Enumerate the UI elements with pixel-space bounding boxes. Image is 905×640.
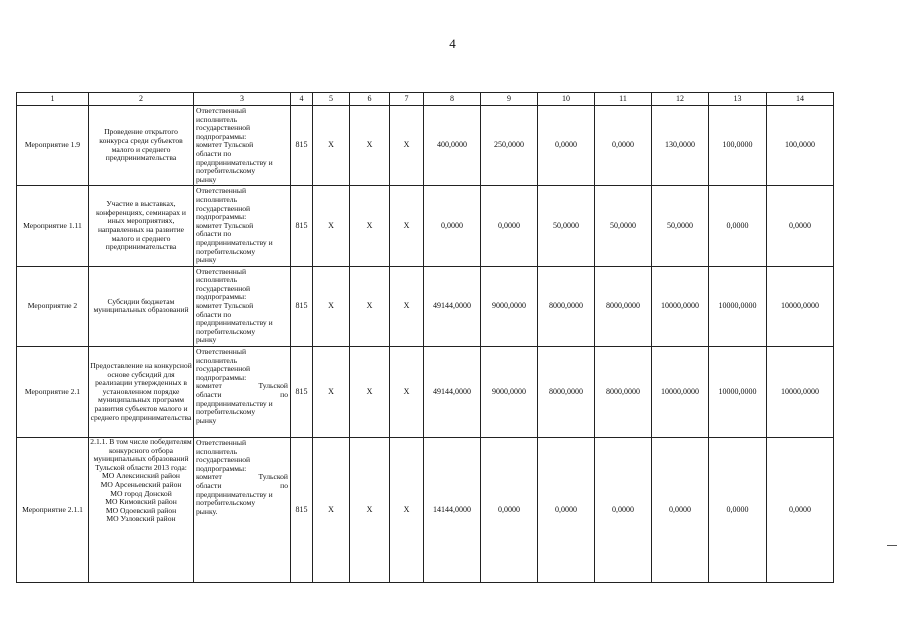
- executor-line: подпрограммы:: [196, 292, 247, 302]
- col5-mark: X: [313, 266, 350, 346]
- value-col10: 8000,0000: [538, 347, 595, 438]
- value-col8: 14144,0000: [424, 438, 481, 583]
- executor-line: предпринимательству и: [196, 318, 273, 328]
- executor-cell: [194, 106, 291, 186]
- executor-line: рынку: [196, 415, 217, 425]
- district-item: МО Узловский район: [106, 514, 176, 524]
- col7-mark: X: [390, 186, 424, 266]
- executor-line: Ответственный: [196, 347, 247, 357]
- value-col12: 10000,0000: [652, 347, 709, 438]
- value-col10: 50,0000: [538, 186, 595, 266]
- event-id: Мероприятие 2: [17, 266, 89, 346]
- executor-line: области по: [196, 229, 232, 239]
- table-row: [17, 106, 834, 186]
- executor-cell: [194, 347, 291, 438]
- event-id: Мероприятие 2.1: [17, 347, 89, 438]
- col5-mark: X: [313, 347, 350, 438]
- value-col13: 100,0000: [709, 106, 767, 186]
- executor-cell: [194, 266, 291, 346]
- value-col14: 10000,0000: [767, 266, 834, 346]
- executor-cell: [194, 438, 291, 583]
- event-name: Участие в выставках, конференциях, семинарах и иных мероприятиях, направленных на развитие малого и среднего предпринимательства: [89, 186, 194, 266]
- event-id: Мероприятие 1.11: [17, 186, 89, 266]
- header-cell: 9: [481, 93, 538, 106]
- value-col11: 0,0000: [595, 106, 652, 186]
- header-row: [17, 93, 834, 106]
- col5-mark: X: [313, 106, 350, 186]
- executor-line: Ответственный: [196, 186, 247, 196]
- header-cell: 6: [350, 93, 390, 106]
- executor-line: государственной: [196, 364, 251, 374]
- value-col11: 8000,0000: [595, 347, 652, 438]
- executor-line: потребительскому: [196, 166, 256, 176]
- value-col13: 0,0000: [709, 438, 767, 583]
- executor-line: Ответственный: [196, 438, 247, 448]
- executor-line: рынку: [196, 174, 217, 184]
- executor-cell: [194, 186, 291, 266]
- value-col14: 10000,0000: [767, 347, 834, 438]
- executor-line: области по: [196, 390, 288, 399]
- value-col13: 10000,0000: [709, 266, 767, 346]
- header-cell: 1: [17, 93, 89, 106]
- executor-line: государственной: [196, 283, 251, 293]
- executor-line: подпрограммы:: [196, 372, 247, 382]
- executor-line: рынку: [196, 335, 217, 345]
- executor-line: Ответственный: [196, 106, 247, 115]
- event-name: Субсидии бюджетам муниципальных образований: [89, 266, 194, 346]
- executor-line: предпринимательству и: [196, 398, 273, 408]
- value-col9: 0,0000: [481, 186, 538, 266]
- header-cell: 11: [595, 93, 652, 106]
- value-col8: 0,0000: [424, 186, 481, 266]
- executor-line: государственной: [196, 455, 251, 465]
- executor-line: государственной: [196, 203, 251, 213]
- value-col13: 0,0000: [709, 186, 767, 266]
- event-name-cell: [89, 438, 194, 583]
- value-col12: 130,0000: [652, 106, 709, 186]
- event-name: Предоставление на конкурсной основе субсидий для реализации утвержденных в установленном порядке муниципальных программ развития субъектов малого и среднего предпринимательства: [89, 347, 194, 438]
- budget-code: 815: [291, 186, 313, 266]
- executor-line: комитет Тульской: [196, 381, 288, 391]
- executor-line: исполнитель: [196, 275, 238, 285]
- executor-line: подпрограммы:: [196, 463, 247, 473]
- event-name: Проведение открытого конкурса среди субъектов малого и среднего предпринимательства: [89, 106, 194, 186]
- budget-code: 815: [291, 106, 313, 186]
- value-col11: 50,0000: [595, 186, 652, 266]
- executor-line: государственной: [196, 123, 251, 133]
- executor-line: подпрограммы:: [196, 131, 247, 141]
- program-table: [16, 92, 834, 583]
- value-col12: 0,0000: [652, 438, 709, 583]
- district-item: МО Алексинский район: [102, 471, 180, 481]
- budget-code: 815: [291, 347, 313, 438]
- header-cell: 3: [194, 93, 291, 106]
- table-row: [17, 266, 834, 346]
- executor-line: комитет Тульской: [196, 220, 254, 230]
- col7-mark: X: [390, 347, 424, 438]
- executor-line: комитет Тульской: [196, 472, 288, 482]
- executor-line: области по: [196, 481, 288, 490]
- table-row: [17, 186, 834, 266]
- district-item: МО город Донской: [110, 488, 172, 498]
- header-cell: 12: [652, 93, 709, 106]
- event-id: Мероприятие 2.1.1: [17, 438, 89, 583]
- col7-mark: X: [390, 266, 424, 346]
- executor-line: исполнитель: [196, 446, 238, 456]
- col5-mark: X: [313, 186, 350, 266]
- executor-line: области по: [196, 309, 232, 319]
- header-cell: 14: [767, 93, 834, 106]
- header-cell: 5: [313, 93, 350, 106]
- value-col10: 0,0000: [538, 106, 595, 186]
- value-col13: 10000,0000: [709, 347, 767, 438]
- scan-edge-mark: [887, 545, 897, 546]
- executor-line: потребительскому: [196, 246, 256, 256]
- value-col14: 0,0000: [767, 186, 834, 266]
- executor-line: исполнитель: [196, 355, 238, 365]
- value-col8: 400,0000: [424, 106, 481, 186]
- col6-mark: X: [350, 106, 390, 186]
- col6-mark: X: [350, 347, 390, 438]
- value-col12: 50,0000: [652, 186, 709, 266]
- executor-line: потребительскому: [196, 407, 256, 417]
- executor-line: предпринимательству и: [196, 489, 273, 499]
- header-cell: 4: [291, 93, 313, 106]
- value-col9: 9000,0000: [481, 347, 538, 438]
- value-col10: 0,0000: [538, 438, 595, 583]
- page-number: 4: [449, 36, 456, 51]
- executor-line: рынку.: [196, 506, 218, 516]
- value-col9: 250,0000: [481, 106, 538, 186]
- executor-line: предпринимательству и: [196, 157, 273, 167]
- value-col9: 0,0000: [481, 438, 538, 583]
- executor-line: рынку: [196, 255, 217, 265]
- executor-line: подпрограммы:: [196, 212, 247, 222]
- executor-line: потребительскому: [196, 326, 256, 336]
- value-col12: 10000,0000: [652, 266, 709, 346]
- executor-line: комитет Тульской: [196, 140, 254, 150]
- event-id: Мероприятие 1.9: [17, 106, 89, 186]
- district-item: МО Одоевский район: [105, 505, 177, 515]
- value-col8: 49144,0000: [424, 347, 481, 438]
- value-col11: 0,0000: [595, 438, 652, 583]
- col7-mark: X: [390, 438, 424, 583]
- executor-line: исполнитель: [196, 194, 238, 204]
- table-row: [17, 438, 834, 583]
- header-cell: 10: [538, 93, 595, 106]
- budget-code: 815: [291, 438, 313, 583]
- event-name: 2.1.1. В том числе победителям конкурсного отбора муниципальных образований Тульской области 2013 года:: [90, 437, 192, 472]
- executor-line: комитет Тульской: [196, 301, 254, 311]
- header-cell: 7: [390, 93, 424, 106]
- executor-line: исполнитель: [196, 114, 238, 124]
- table-row: [17, 347, 834, 438]
- district-item: МО Кимовский район: [105, 497, 177, 507]
- header-cell: 13: [709, 93, 767, 106]
- executor-line: предпринимательству и: [196, 237, 273, 247]
- col6-mark: X: [350, 438, 390, 583]
- executor-line: области по: [196, 148, 232, 158]
- value-col8: 49144,0000: [424, 266, 481, 346]
- executor-line: потребительскому: [196, 498, 256, 508]
- col5-mark: X: [313, 438, 350, 583]
- executor-line: Ответственный: [196, 266, 247, 276]
- header-cell: 2: [89, 93, 194, 106]
- district-item: МО Арсеньевский район: [100, 480, 182, 489]
- value-col14: 0,0000: [767, 438, 834, 583]
- col7-mark: X: [390, 106, 424, 186]
- col6-mark: X: [350, 186, 390, 266]
- col6-mark: X: [350, 266, 390, 346]
- value-col9: 9000,0000: [481, 266, 538, 346]
- header-cell: 8: [424, 93, 481, 106]
- value-col11: 8000,0000: [595, 266, 652, 346]
- value-col14: 100,0000: [767, 106, 834, 186]
- budget-code: 815: [291, 266, 313, 346]
- value-col10: 8000,0000: [538, 266, 595, 346]
